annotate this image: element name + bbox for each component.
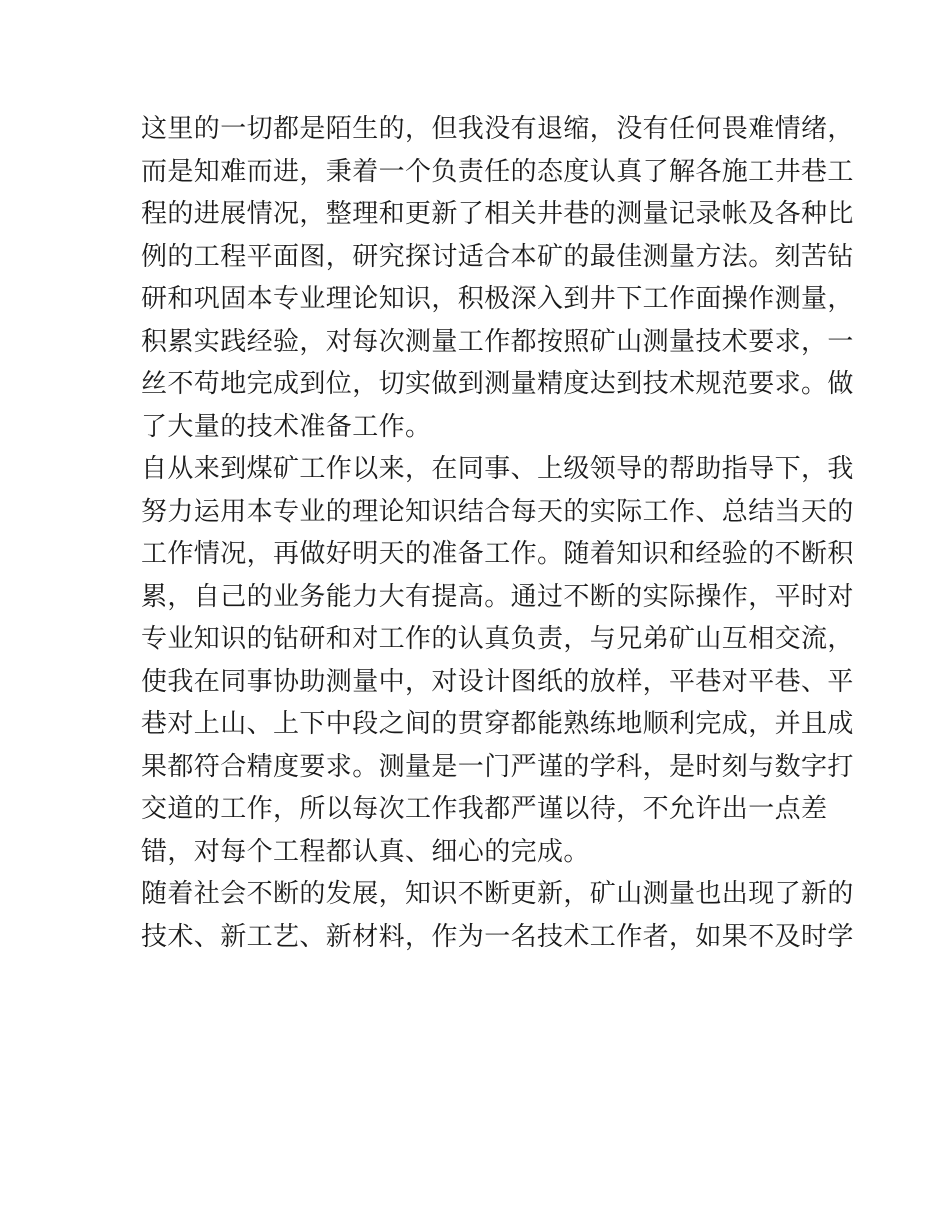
- text-line: 果都符合精度要求。测量是一门严谨的学科，是时刻与数字打: [141, 751, 854, 782]
- text-line: 例的工程平面图，研究探讨适合本矿的最佳测量方法。刻苦钻: [141, 241, 854, 272]
- text-line: 随着社会不断的发展，知识不断更新，矿山测量也出现了新的: [141, 879, 854, 909]
- text-line: 巷对上山、上下中段之间的贯穿都能熟练地顺利完成，并且成: [141, 709, 854, 739]
- text-line: 这里的一切都是陌生的，但我没有退缩，没有任何畏难情绪，: [141, 114, 854, 144]
- text-line: 技术、新工艺、新材料，作为一名技术工作者，如果不及时学: [141, 921, 854, 952]
- text-line: 自从来到煤矿工作以来，在同事、上级领导的帮助指导下，我: [141, 454, 854, 484]
- text-line: 工作情况，再做好明天的准备工作。随着知识和经验的不断积: [141, 539, 854, 569]
- text-line: 努力运用本专业的理论知识结合每天的实际工作、总结当天的: [141, 496, 854, 527]
- paragraph-1: [141, 108, 854, 448]
- text-line: 而是知难而进，秉着一个负责任的态度认真了解各施工井巷工: [141, 156, 854, 187]
- document-body: [141, 108, 854, 958]
- text-line: 错，对每个工程都认真、细心的完成。: [141, 836, 590, 867]
- text-line: 使我在同事协助测量中，对设计图纸的放样，平巷对平巷、平: [141, 666, 854, 697]
- text-line: 了大量的技术准备工作。: [141, 411, 432, 442]
- paragraph-2: [141, 448, 854, 873]
- text-line: 专业知识的钻研和对工作的认真负责，与兄弟矿山互相交流，: [141, 624, 854, 654]
- text-line: 交道的工作，所以每次工作我都严谨以待，不允许出一点差: [141, 794, 828, 824]
- text-line: 程的进展情况，整理和更新了相关井巷的测量记录帐及各种比: [141, 199, 854, 229]
- text-line: 累，自己的业务能力大有提高。通过不断的实际操作，平时对: [141, 581, 854, 612]
- text-line: 研和巩固本专业理论知识，积极深入到井下工作面操作测量，: [141, 284, 854, 314]
- text-line: 积累实践经验，对每次测量工作都按照矿山测量技术要求，一: [141, 326, 854, 357]
- text-line: 丝不苟地完成到位，切实做到测量精度达到技术规范要求。做: [141, 369, 854, 399]
- paragraph-3: [141, 873, 854, 958]
